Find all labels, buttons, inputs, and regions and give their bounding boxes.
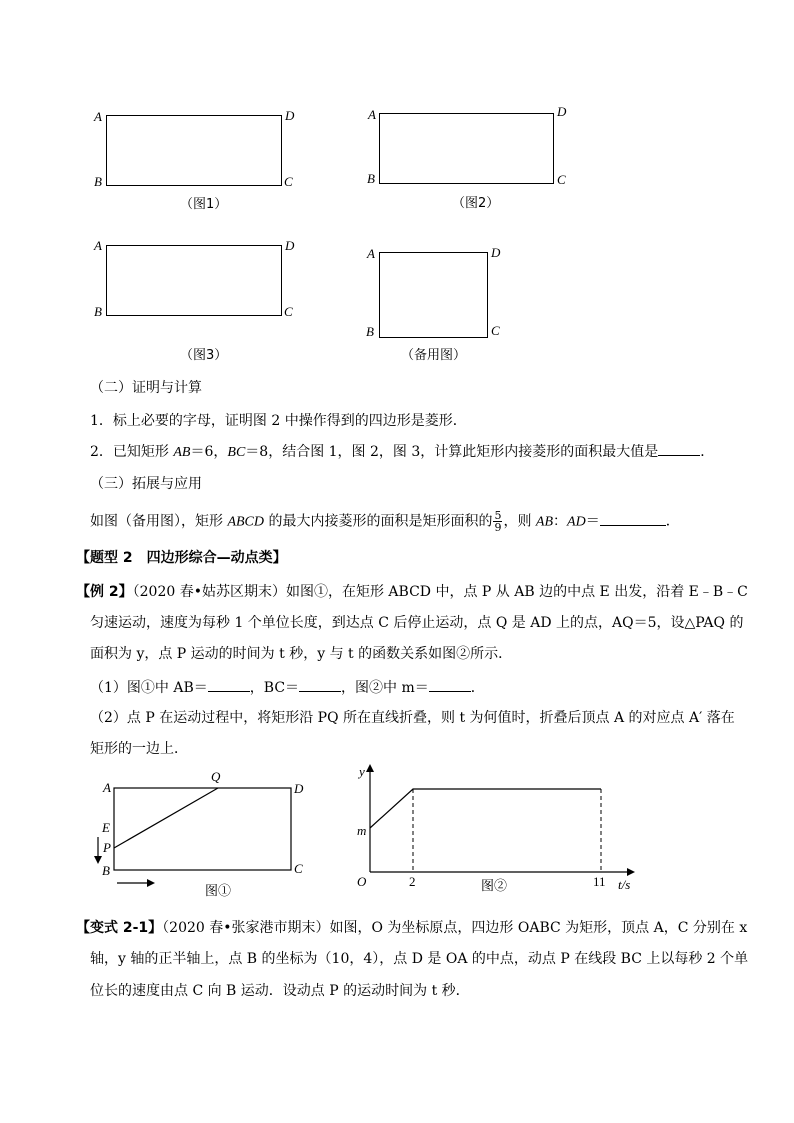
part1-text: ，图②中 m＝: [341, 680, 429, 696]
rect-shape: [106, 245, 282, 316]
rect-abcd: [114, 788, 291, 870]
variant-text: （2020 春•张家港市期末）如图，O 为坐标原点，四边形 OABC 为矩形，顶点 A，C 分别在 x: [162, 920, 748, 936]
example-text: （2020 春•姑苏区期末）如图①，在矩形 ABCD 中，点 P 从 AB 边的中点 E 出发，沿着 E﹣B﹣C: [132, 584, 748, 600]
function-line: [370, 789, 601, 828]
vertex-a: A: [367, 246, 375, 261]
vertex-b: B: [366, 324, 374, 339]
rect-shape: [379, 252, 488, 338]
rect-shape: [106, 115, 282, 186]
part1-text: （1）图①中 AB＝: [90, 680, 208, 696]
label-q: Q: [211, 769, 221, 784]
rect-shape: [379, 113, 554, 184]
diagram-figure-1: [85, 765, 325, 905]
answer-blank-m[interactable]: [429, 677, 471, 692]
vertex-b: B: [94, 304, 102, 319]
s3-text: 的最大内接菱形的面积是矩形面积的: [264, 513, 493, 530]
s3-text: ：: [553, 513, 568, 530]
fraction-five-ninths: [493, 510, 502, 533]
vertex-d: D: [285, 238, 295, 253]
s3-var-ab: AB: [535, 514, 554, 530]
part1-text: ．: [470, 680, 485, 696]
label-e: E: [102, 820, 110, 835]
figure-caption: 图①: [205, 883, 232, 898]
answer-blank[interactable]: [658, 441, 700, 456]
vertex-b: B: [94, 174, 102, 189]
down-arrow-icon: [94, 856, 102, 864]
vertex-c: C: [284, 174, 293, 189]
answer-blank[interactable]: [600, 511, 666, 526]
topic-heading: 【题型 2 四边形综合—动点类】: [76, 550, 287, 566]
answer-blank-bc[interactable]: [299, 677, 341, 692]
fraction-numerator: 5: [494, 509, 502, 522]
question-1: 1．标上必要的字母，证明图 2 中操作得到的四边形是菱形．: [90, 413, 467, 429]
tick-label-2: 2: [409, 874, 416, 889]
vertex-a: A: [94, 109, 102, 124]
vertex-c: C: [557, 172, 566, 187]
q2-text: ＝6，: [190, 444, 228, 460]
label-d: D: [294, 781, 304, 796]
x-axis-arrow-icon: [627, 868, 635, 876]
t-axis-label: t/s: [618, 877, 631, 892]
question-2: [90, 441, 714, 461]
q2-text: ＝8，结合图 1，图 2，图 3，计算此矩形内接菱形的面积最大值是: [245, 444, 659, 460]
tick-label-11: 11: [593, 874, 606, 889]
origin-label: O: [357, 874, 367, 889]
variant-2-1-line-2: 轴，y 轴的正半轴上，点 B 的坐标为（10，4），点 D 是 OA 的中点，动点 P 在线段 BC 上以每秒 2 个单: [90, 951, 749, 967]
q2-var-ab: AB: [173, 445, 191, 460]
label-b: B: [102, 863, 110, 878]
vertex-d: D: [285, 108, 295, 123]
part1-text: ，BC＝: [249, 680, 300, 696]
y-axis-arrow-icon: [366, 764, 374, 772]
variant-2-1-line-3: 位长的速度由点 C 向 B 运动．设动点 P 的运动时间为 t 秒．: [90, 983, 470, 999]
label-p: P: [103, 840, 111, 855]
s3-text: ，则: [503, 513, 536, 530]
example-2-part-2-line-2: 矩形的一边上．: [90, 741, 188, 757]
q2-text: ．: [700, 444, 715, 460]
answer-blank-ab[interactable]: [208, 677, 250, 692]
figure-caption: （图2）: [452, 196, 500, 211]
figure-caption: （备用图）: [401, 348, 467, 363]
m-label: m: [357, 823, 367, 838]
example-2-line-2: 匀速运动，速度为每秒 1 个单位长度，到达点 C 后停止运动，点 Q 是 AD 上的点，AQ＝5，设△PAQ 的: [90, 615, 744, 631]
s3-var-abcd: ABCD: [227, 514, 265, 530]
figure-caption: （图1）: [180, 197, 228, 212]
section-3-question: [90, 510, 680, 533]
example-tag: 【例 2】: [76, 584, 133, 600]
figure-caption: （图3）: [180, 348, 228, 363]
vertex-c: C: [491, 323, 500, 338]
variant-2-1-line-1: [76, 917, 747, 937]
vertex-d: D: [491, 245, 501, 260]
s3-var-ad: AD: [567, 514, 586, 530]
diagram-figure-2: [345, 760, 645, 895]
s3-text: ＝: [585, 513, 600, 530]
example-2-part-2-line-1: （2）点 P 在运动过程中，将矩形沿 PQ 所在直线折叠，则 t 为何值时，折叠后顶点 A 的对应点 A′ 落在: [90, 710, 735, 726]
q2-text: 2．已知矩形: [90, 444, 174, 460]
segment-pq: [114, 788, 218, 848]
label-c: C: [294, 861, 303, 876]
vertex-a: A: [94, 238, 102, 253]
example-2-line-3: 面积为 y，点 P 运动的时间为 t 秒，y 与 t 的函数关系如图②所示．: [90, 646, 513, 662]
variant-tag: 【变式 2-1】: [76, 920, 163, 936]
label-a: A: [103, 780, 111, 795]
right-arrow-icon: [147, 879, 155, 887]
section-2-heading: （二）证明与计算: [90, 380, 202, 396]
y-label: y: [359, 764, 365, 779]
vertex-b: B: [367, 171, 375, 186]
vertex-a: A: [368, 107, 376, 122]
s3-text: 如图（备用图），矩形: [90, 513, 228, 530]
example-2-part-1: [90, 677, 485, 697]
example-2-line-1: [76, 581, 748, 601]
q2-var-bc: BC: [227, 445, 246, 460]
fraction-denominator: 9: [494, 521, 502, 534]
section-3-heading: （三）拓展与应用: [90, 476, 202, 492]
vertex-d: D: [557, 104, 567, 119]
vertex-c: C: [284, 304, 293, 319]
figure-caption: 图②: [481, 878, 508, 893]
s3-text: ．: [665, 513, 680, 530]
